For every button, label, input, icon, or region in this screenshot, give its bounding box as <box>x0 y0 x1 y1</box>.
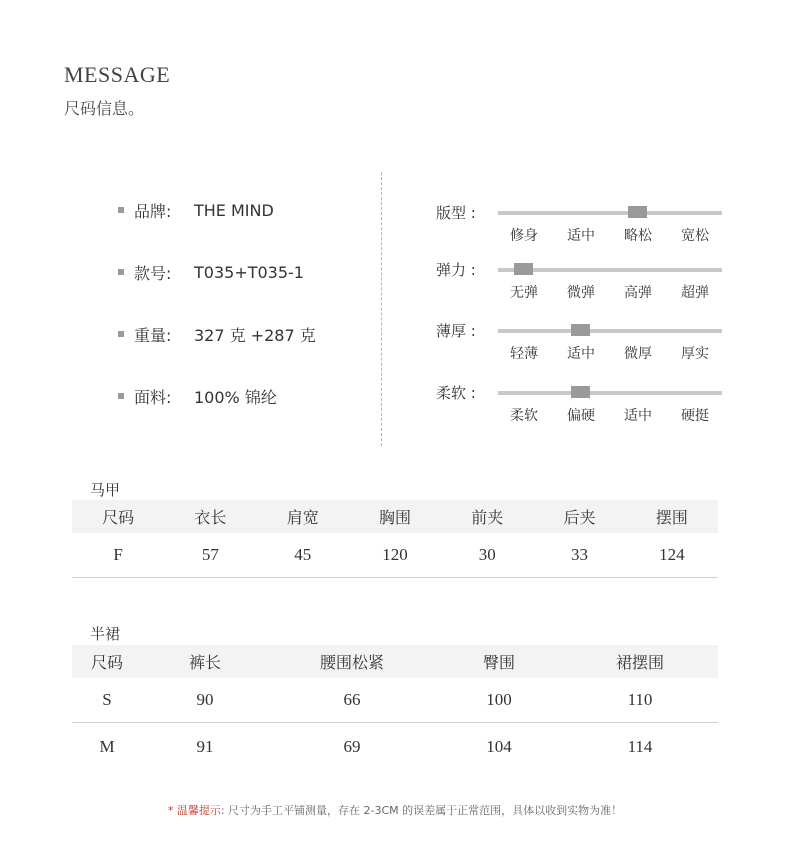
note-text: : 尺寸为手工平铺测量，存在 2-3CM 的误差属于正常范围，具体以收到实物为准！ <box>220 804 623 817</box>
table-cell: 100 <box>436 678 562 722</box>
table-header-cell: 肩宽 <box>257 500 349 533</box>
table-cell: 110 <box>562 678 718 722</box>
info-weight <box>118 323 316 345</box>
scale-option: 适中 <box>567 346 595 362</box>
scale-label: 薄厚 : <box>436 322 476 340</box>
table-header-cell: 臀围 <box>436 645 562 678</box>
scale-option: 超弹 <box>681 285 709 301</box>
info-value: THE MIND <box>194 200 274 220</box>
scale-track <box>498 391 722 424</box>
table-header-row <box>72 645 718 678</box>
scale-track <box>498 211 722 244</box>
table-cell: F <box>72 533 164 577</box>
table-header-cell: 衣长 <box>164 500 256 533</box>
scale-option: 微弹 <box>567 285 595 301</box>
table-cell: 104 <box>486 737 512 757</box>
table-header-cell: 尺码 <box>72 645 142 678</box>
scale-label: 版型 : <box>436 204 476 222</box>
scale-option: 高弹 <box>624 285 652 301</box>
scale-option: 轻薄 <box>510 346 538 362</box>
scale-knob <box>628 206 647 218</box>
table-cell: 33 <box>533 533 625 577</box>
table-cell: 66 <box>268 678 436 722</box>
table-header-cell: 裙摆围 <box>562 645 718 678</box>
scale-option: 微厚 <box>624 346 652 362</box>
table-row <box>72 533 718 577</box>
table-header-cell: 腰围松紧 <box>268 645 436 678</box>
info-label: 款号: <box>134 263 172 283</box>
table-cell: 114 <box>627 737 653 757</box>
table-row <box>72 678 718 722</box>
table-header-cell: 尺码 <box>72 500 164 533</box>
table-header-cell: 摆围 <box>626 500 718 533</box>
measurement-note <box>0 802 790 818</box>
scale-option: 适中 <box>624 408 652 424</box>
table-cell: 124 <box>626 533 718 577</box>
table-cell: 90 <box>142 678 268 722</box>
scale-option: 柔软 <box>510 408 538 424</box>
table-cell: 30 <box>441 533 533 577</box>
table-header-cell: 胸围 <box>349 500 441 533</box>
info-value: T035+T035-1 <box>194 262 304 282</box>
scale-option: 宽松 <box>681 228 709 244</box>
scale-knob <box>571 386 590 398</box>
scale-track <box>498 329 722 362</box>
info-label: 品牌: <box>134 201 172 221</box>
note-prefix: * 温馨提示 <box>167 804 221 817</box>
scale-label: 弹力 : <box>436 261 476 279</box>
bullet-icon <box>118 331 124 337</box>
table-cell: 57 <box>164 533 256 577</box>
scale-option: 偏硬 <box>567 408 595 424</box>
section-title-cn: 尺码信息。 <box>64 99 145 118</box>
table-cell: S <box>72 678 142 722</box>
scale-knob <box>514 263 533 275</box>
vest-table-title: 马甲 <box>90 481 121 499</box>
table-header-cell: 后夹 <box>533 500 625 533</box>
skirt-table-title: 半裙 <box>90 625 121 643</box>
bullet-icon <box>118 269 124 275</box>
skirt-size-table <box>72 645 718 772</box>
scale-option: 厚实 <box>681 346 709 362</box>
scale-label: 柔软 : <box>436 384 476 402</box>
info-value: 100% 锦纶 <box>194 387 277 407</box>
table-header-cell: 裤长 <box>142 645 268 678</box>
table-cell: M <box>99 737 115 757</box>
scale-option: 略松 <box>624 228 652 244</box>
scale-option: 适中 <box>567 228 595 244</box>
section-title-en: MESSAGE <box>64 62 171 87</box>
info-fabric <box>118 385 277 407</box>
scale-option: 无弹 <box>510 285 538 301</box>
info-label: 面料: <box>134 387 172 407</box>
scale-option: 硬挺 <box>681 408 709 424</box>
table-cell: 120 <box>349 533 441 577</box>
table-cell: 91 <box>196 737 214 757</box>
vest-size-table <box>72 500 718 578</box>
info-style-number <box>118 261 304 283</box>
scale-knob <box>571 324 590 336</box>
info-brand <box>118 199 274 221</box>
table-header-cell: 前夹 <box>441 500 533 533</box>
bullet-icon <box>118 393 124 399</box>
table-cell: 69 <box>343 737 361 757</box>
table-row <box>72 722 718 772</box>
table-cell: 45 <box>257 533 349 577</box>
info-label: 重量: <box>134 325 172 345</box>
scale-option: 修身 <box>510 228 538 244</box>
scale-track <box>498 268 722 301</box>
vertical-divider <box>381 172 382 446</box>
info-value: 327 克 +287 克 <box>194 325 316 345</box>
table-header-row <box>72 500 718 533</box>
bullet-icon <box>118 207 124 213</box>
